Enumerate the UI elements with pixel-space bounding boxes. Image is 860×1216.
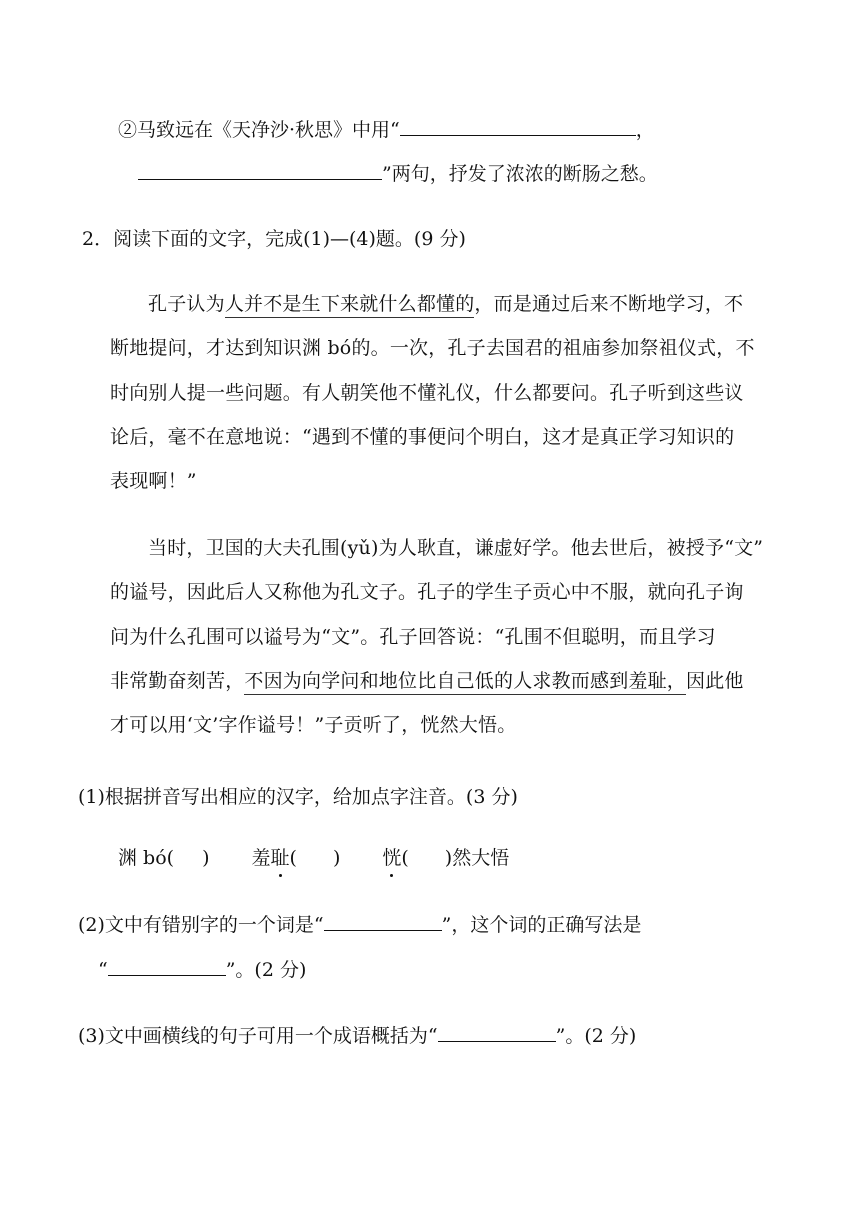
passage-p1-line1 — [148, 291, 743, 317]
passage-p1-line4: 论后，毫不在意地说：“遇到不懂的事便问个明白，这才是真正学习知识的 — [110, 426, 735, 448]
passage-text: 因此他 — [686, 670, 744, 692]
subquestion-2-line1 — [78, 912, 641, 938]
q1-item2-line2 — [138, 161, 658, 187]
passage-p2-line3: 问为什么孔围可以谥号为“文”。孔子回答说：“孔围不但聪明，而且学习 — [110, 626, 716, 648]
underlined-sentence-2: 不因为向学问和地位比自己低的人求教而感到羞耻， — [244, 670, 686, 695]
answer-blank[interactable] — [138, 161, 382, 180]
answer-blank[interactable] — [438, 1023, 556, 1042]
passage-p1-line5: 表现啊！” — [110, 470, 197, 492]
subquestion-3-text-b: ”。(2 分) — [555, 1025, 637, 1047]
dotted-char: 恍 — [382, 847, 402, 869]
q1-item2-line1 — [118, 117, 655, 143]
item-xiuchi: 羞耻( ) — [251, 847, 341, 869]
question-2-heading: 2．阅读下面的文字，完成(1)—(4)题。(9 分) — [82, 228, 466, 250]
passage-text: 孔子认为 — [148, 293, 225, 315]
passage-text: ，而是通过后来不断地学习，不 — [474, 293, 744, 315]
passage-p2-line5: 才可以用‘文’字作谥号！”子贡听了，恍然大悟。 — [110, 714, 517, 736]
subquestion-1-label: (1)根据拼音写出相应的汉字，给加点字注音。(3 分) — [78, 786, 518, 808]
answer-blank[interactable] — [400, 117, 636, 136]
passage-text: 非常勤奋刻苦， — [110, 670, 245, 692]
passage-p2-line1: 当时，卫国的大夫孔围(yǔ)为人耿直，谦虚好学。他去世后，被授予“文” — [148, 537, 764, 559]
q1-item2-text-b: ， — [635, 119, 655, 141]
q1-item2-text-a: ②马致远在《天净沙·秋思》中用“ — [118, 119, 400, 141]
answer-blank[interactable] — [108, 957, 226, 976]
item-yuanbo: 渊 bó( ) — [118, 847, 210, 869]
subquestion-3-text-a: (3)文中画横线的句子可用一个成语概括为“ — [78, 1025, 438, 1047]
underlined-sentence-1: 人并不是生下来就什么都懂的 — [225, 293, 475, 318]
dotted-char: 耻 — [270, 847, 290, 869]
q1-item2-text-c: ”两句，抒发了浓浓的断肠之愁。 — [382, 163, 658, 185]
subquestion-3 — [78, 1023, 636, 1049]
passage-p2-line2: 的谥号，因此后人又称他为孔文子。孔子的学生子贡心中不服，就向孔子询 — [110, 581, 744, 603]
answer-blank[interactable] — [324, 912, 442, 931]
passage-p1-line2: 断地提问，才达到知识渊 bó的。一次，孔子去国君的祖庙参加祭祖仪式，不 — [110, 337, 755, 359]
passage-p2-line4 — [110, 668, 744, 694]
item-huangran: 恍( )然大悟 — [382, 847, 510, 869]
passage-p1-line3: 时向别人提一些问题。有人朝笑他不懂礼仪，什么都要问。孔子听到这些议 — [110, 382, 744, 404]
subquestion-2-text-a: (2)文中有错别字的一个词是“ — [78, 914, 324, 936]
subquestion-1-items — [118, 845, 509, 871]
subquestion-2-text-b: ”，这个词的正确写法是 — [441, 914, 642, 936]
subquestion-2-text-c: ”。(2 分) — [225, 959, 307, 981]
subquestion-2-line2: “ ”。(2 分) — [98, 959, 307, 981]
